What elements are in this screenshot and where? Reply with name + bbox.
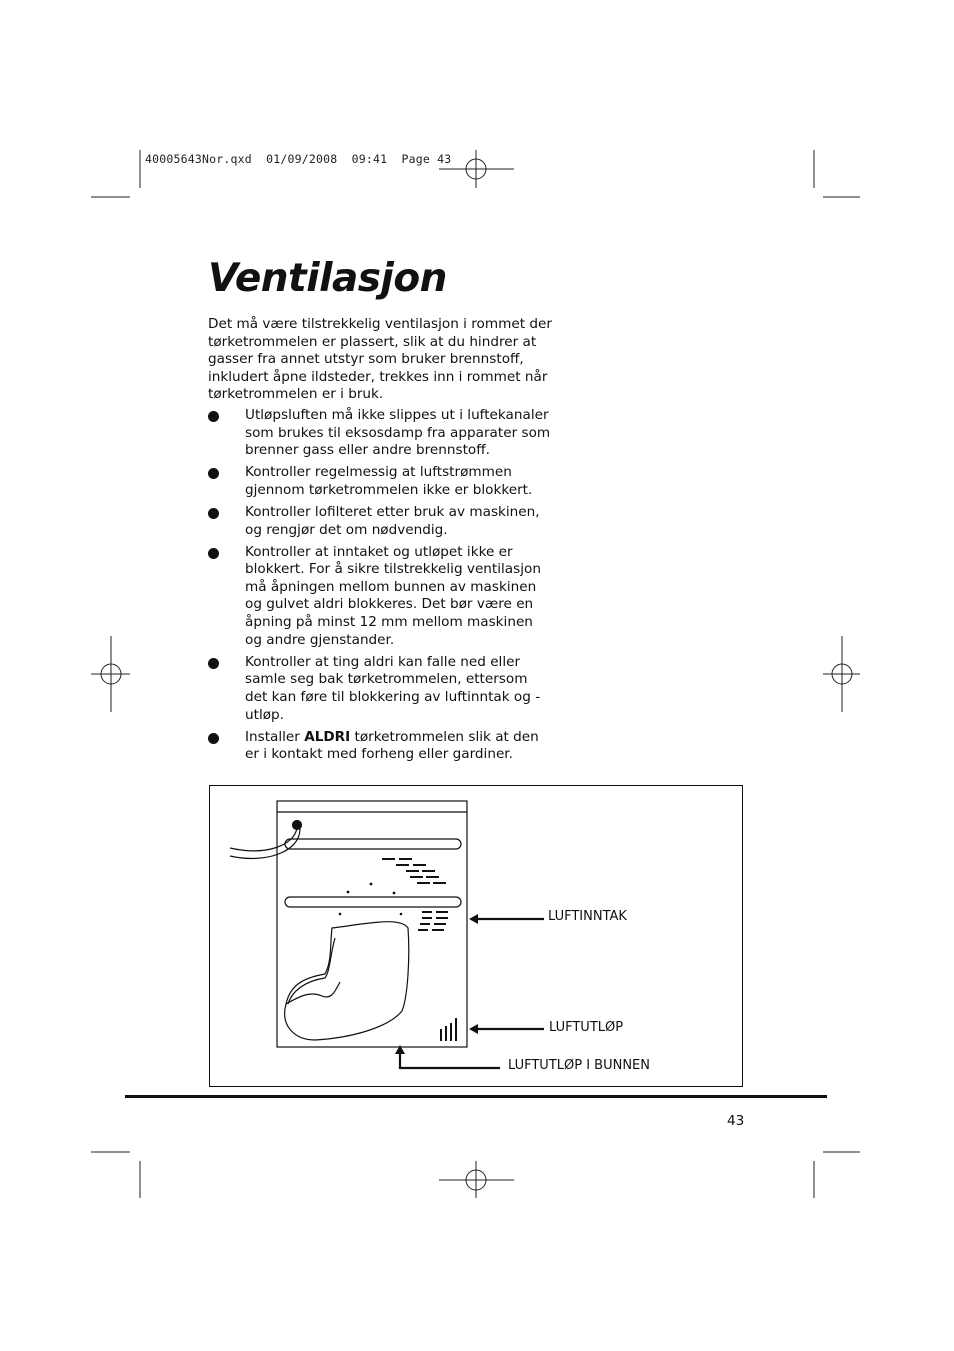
bullet-list	[208, 407, 553, 768]
intro-paragraph: Det må være tilstrekkelig ventilasjon i rommet der tørketrommelen er plassert, slik at du hindrer at gasser fra annet utstyr som bruker brennstoff, inkludert åpne ildsteder, trekkes inn i rommet når tørketrommelen er i bruk.	[208, 316, 552, 403]
bullet-text-post: tørketrommelen slik at den er i kontakt med forheng eller gardiner.	[245, 728, 539, 763]
bullet-text: Kontroller regelmessig at luftstrømmen gjennom tørketrommelen ikke er blokkert.	[245, 464, 533, 498]
bullet-text: Kontroller lofilteret etter bruk av maskinen, og rengjør det om nødvendig.	[245, 503, 540, 538]
bullet-icon	[208, 733, 219, 744]
list-item	[208, 504, 553, 539]
bullet-text-pre: Installer	[245, 728, 305, 745]
registration-mark-left	[91, 636, 130, 712]
bullet-icon	[208, 508, 219, 519]
print-slug-line: 40005643Nor.qxd 01/09/2008 09:41 Page 43	[145, 152, 452, 166]
bullet-text: Kontroller at inntaket og utløpet ikke er blokkert. For å sikre tilstrekkelig ventilasjon må åpningen mellom bunnen av maskinen og gulvet aldri blokkeres. Det bør være en åpning på minst 12 mm mellom maskinen og andre gjenstander.	[245, 543, 541, 648]
page-title: Ventilasjon	[208, 256, 447, 301]
bullet-icon	[208, 658, 219, 669]
bullet-icon	[208, 411, 219, 422]
footer-rule	[125, 1095, 827, 1098]
bullet-text-emphasis: ALDRI	[304, 728, 351, 745]
list-item	[208, 729, 553, 764]
bottom-air-outlet-label: LUFTUTLØP I BUNNEN	[508, 1058, 650, 1073]
bullet-text: Kontroller at ting aldri kan falle ned eller samle seg bak tørketrommelen, ettersom det kan føre til blokkering av luftinntak og -utløp.	[245, 653, 541, 723]
dryer-illustration	[210, 786, 742, 1086]
ventilation-figure	[209, 785, 743, 1087]
registration-mark-right	[823, 636, 860, 712]
air-outlet-label: LUFTUTLØP	[549, 1020, 624, 1035]
list-item	[208, 464, 553, 499]
bullet-text: Utløpsluften må ikke slippes ut i luftekanaler som brukes til eksosdamp fra apparater som brenner gass eller andre brennstoff.	[245, 407, 551, 459]
registration-mark-bottom	[439, 1161, 514, 1198]
bullet-icon	[208, 548, 219, 559]
list-item	[208, 654, 553, 724]
list-item	[208, 407, 553, 460]
page-number: 43	[727, 1113, 745, 1129]
list-item	[208, 544, 553, 650]
bottom-outlet-arrow	[400, 1050, 500, 1068]
air-intake-label: LUFTINNTAK	[548, 909, 627, 924]
bullet-icon	[208, 468, 219, 479]
